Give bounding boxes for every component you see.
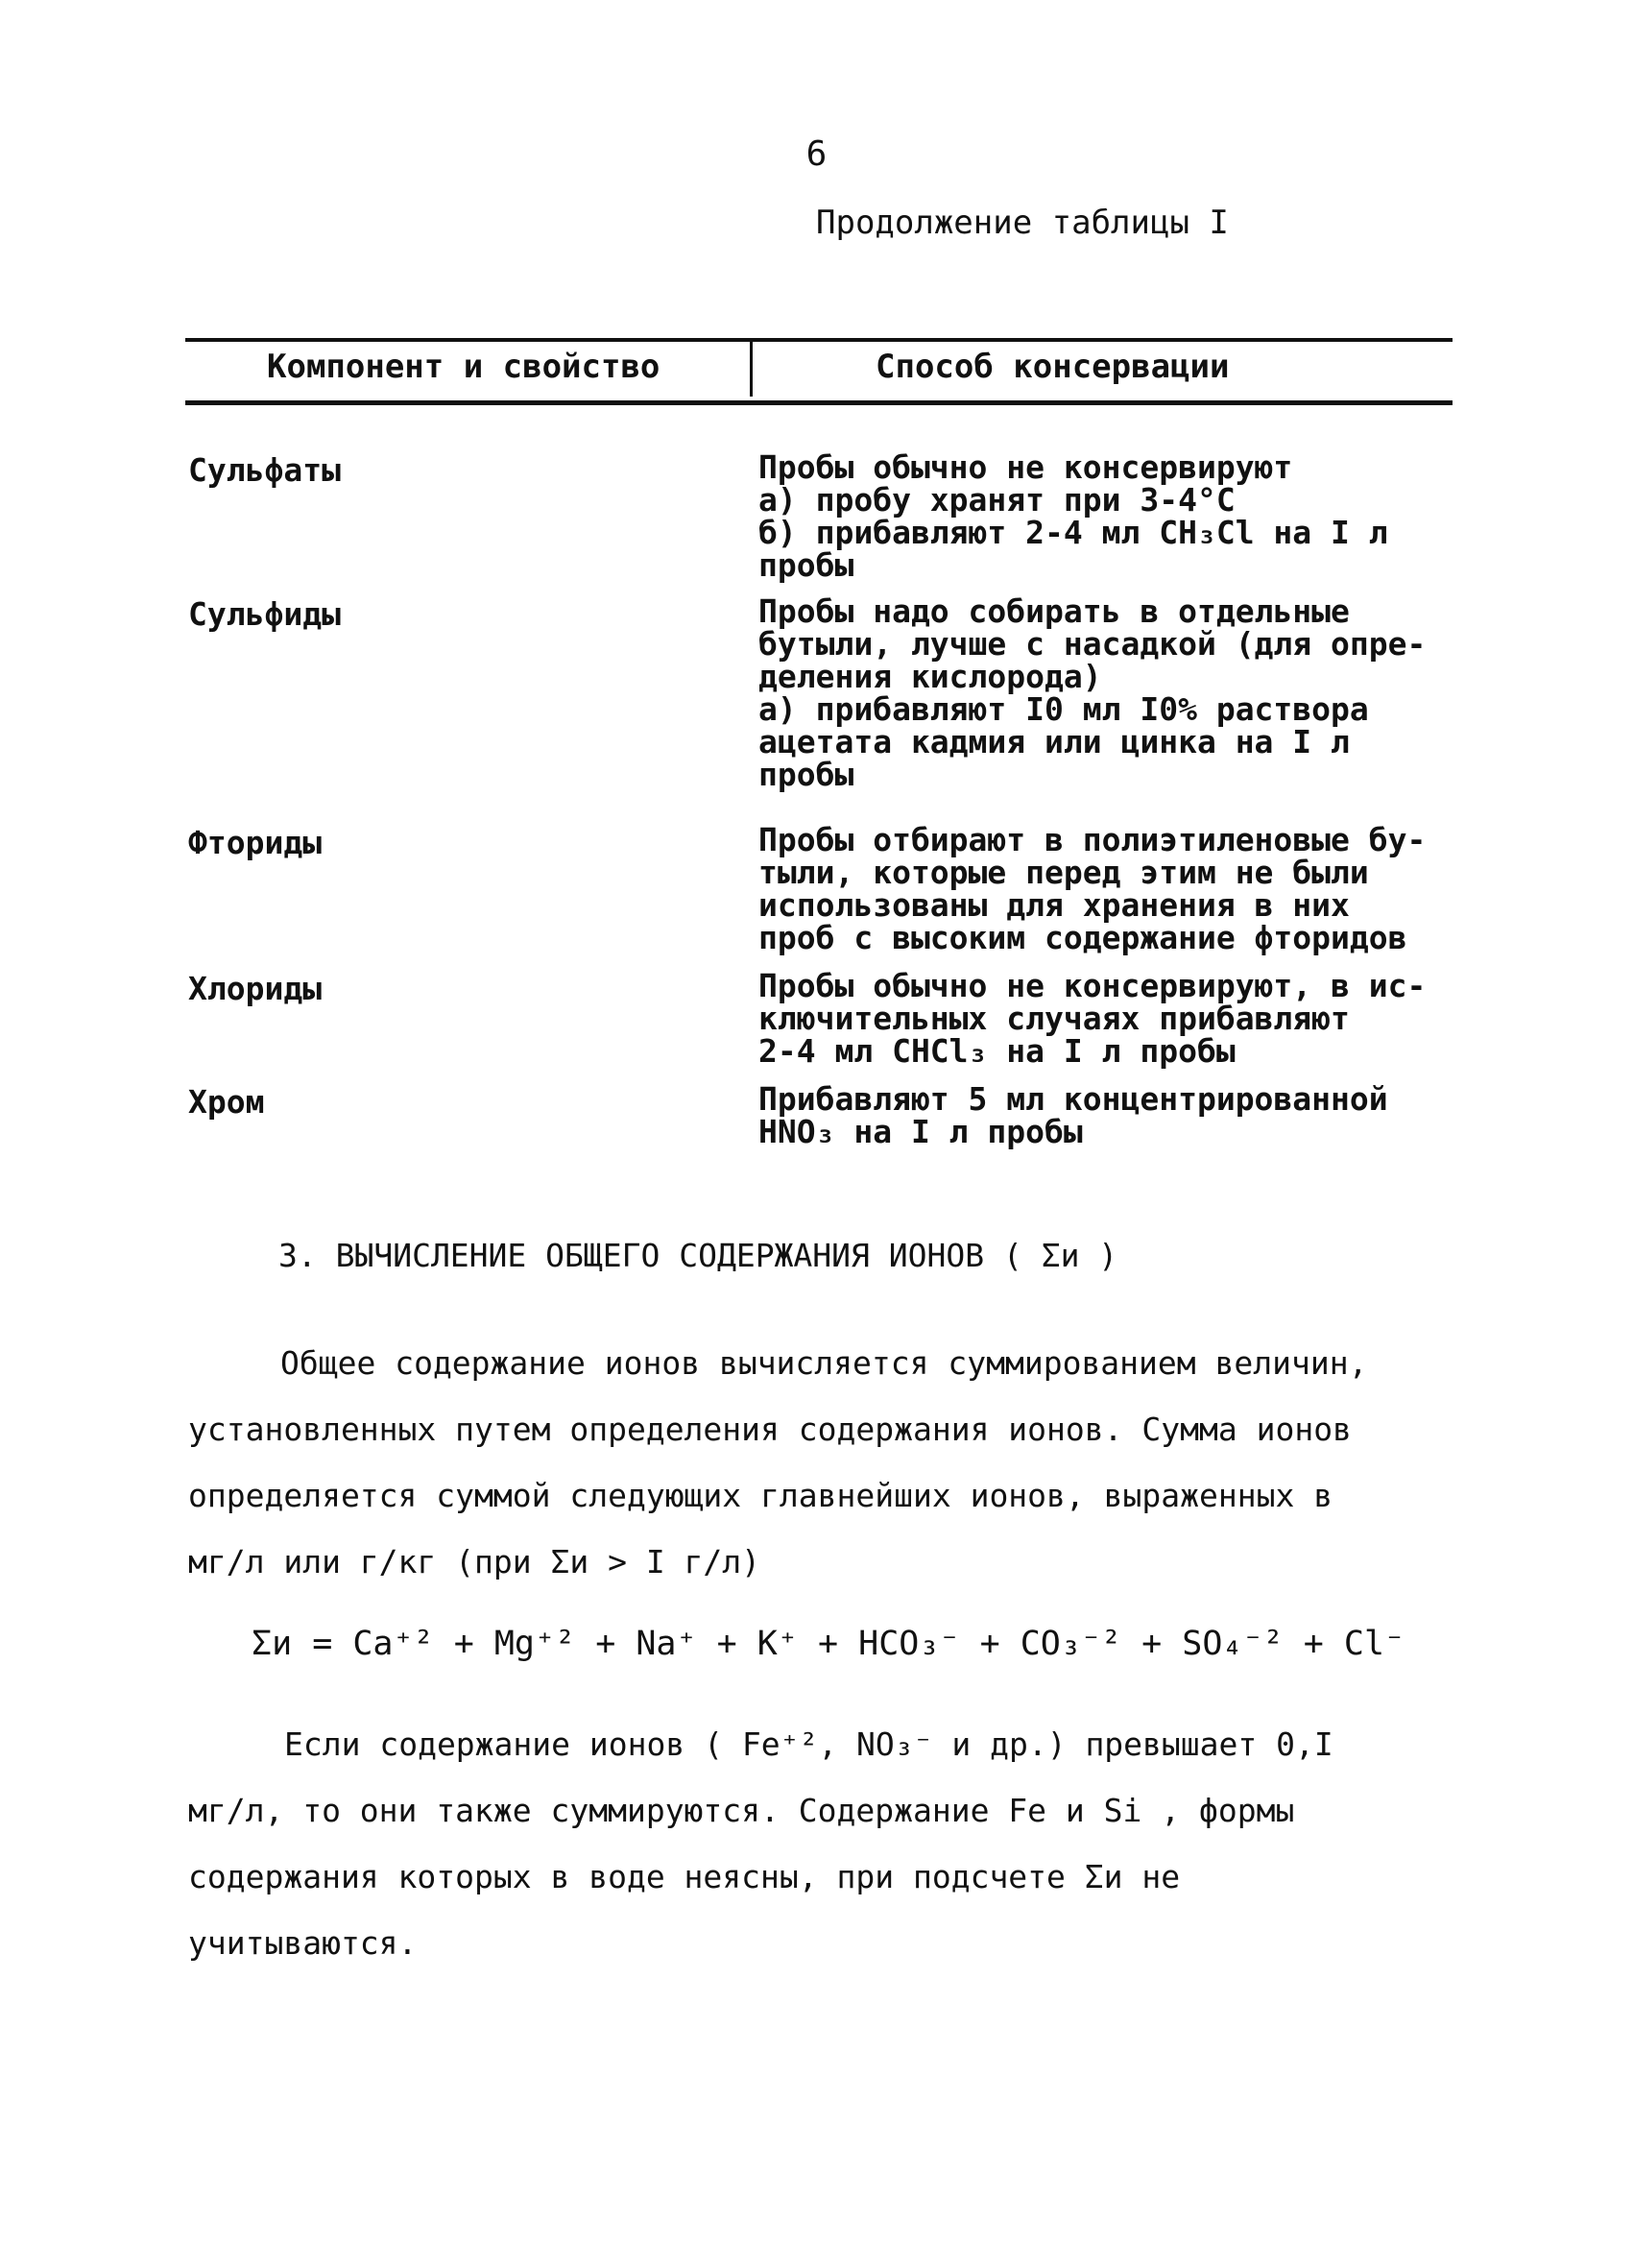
table-row-component: Хлориды — [188, 970, 323, 1007]
paragraph-minor-ions: Если содержание ионов ( Fe⁺², NO₃⁻ и др.) превышает 0,I мг/л, то они также суммируются. Содержание Fe и Si , формы содержания которых в воде неясны, при подсчете Σи не учитываются. — [188, 1725, 1333, 1962]
paragraph-ion-sum: Общее содержание ионов вычисляется суммированием величин, установленных путем определения содержания ионов. Сумма ионов определяется суммой следующих главнейших ионов, выраженных в мг/л или г/кг (при Σи > I г/л) — [188, 1344, 1368, 1580]
table-continued-caption: Продолжение таблицы I — [816, 204, 1229, 242]
page-number: 6 — [805, 134, 828, 174]
table-top-rule — [185, 338, 1453, 342]
table-header-separator — [750, 341, 753, 397]
table-header-rule — [185, 400, 1453, 405]
table-row-method: Пробы отбирают в полиэтиленовые бу- тыли, которые перед этим не были использованы для хранения в них проб с высоким содержание фторидов — [758, 821, 1427, 956]
ion-sum-formula: Σи = Ca⁺² + Mg⁺² + Na⁺ + K⁺ + HCO₃⁻ + CO₃⁻² + SO₄⁻² + Cl⁻ — [252, 1625, 1405, 1663]
table-row-component: Сульфаты — [188, 451, 341, 489]
table-header-method: Способ консервации — [876, 348, 1230, 386]
section-heading: 3. ВЫЧИСЛЕНИЕ ОБЩЕГО СОДЕРЖАНИЯ ИОНОВ ( Σи ) — [278, 1237, 1118, 1274]
table-row-component: Хром — [188, 1083, 265, 1121]
table-row-method: Прибавляют 5 мл концентрированной HNO₃ на I л пробы — [758, 1080, 1388, 1150]
table-header-component: Компонент и свойство — [267, 348, 660, 386]
table-row-component: Сульфиды — [188, 595, 341, 633]
table-row-method: Пробы надо собирать в отдельные бутыли, лучше с насадкой (для опре- деления кислорода) а) прибавляют I0 мл I0% раствора ацетата кадмия или цинка на I л пробы — [758, 592, 1427, 793]
table-row-component: Фториды — [188, 824, 323, 861]
table-row-method: Пробы обычно не консервируют, в ис- ключительных случаях прибавляют 2-4 мл CHCl₃ на I л пробы — [758, 967, 1427, 1070]
table-row-method: Пробы обычно не консервируют а) пробу хранят при 3-4°С б) прибавляют 2-4 мл CH₃Cl на I л пробы — [758, 448, 1388, 584]
